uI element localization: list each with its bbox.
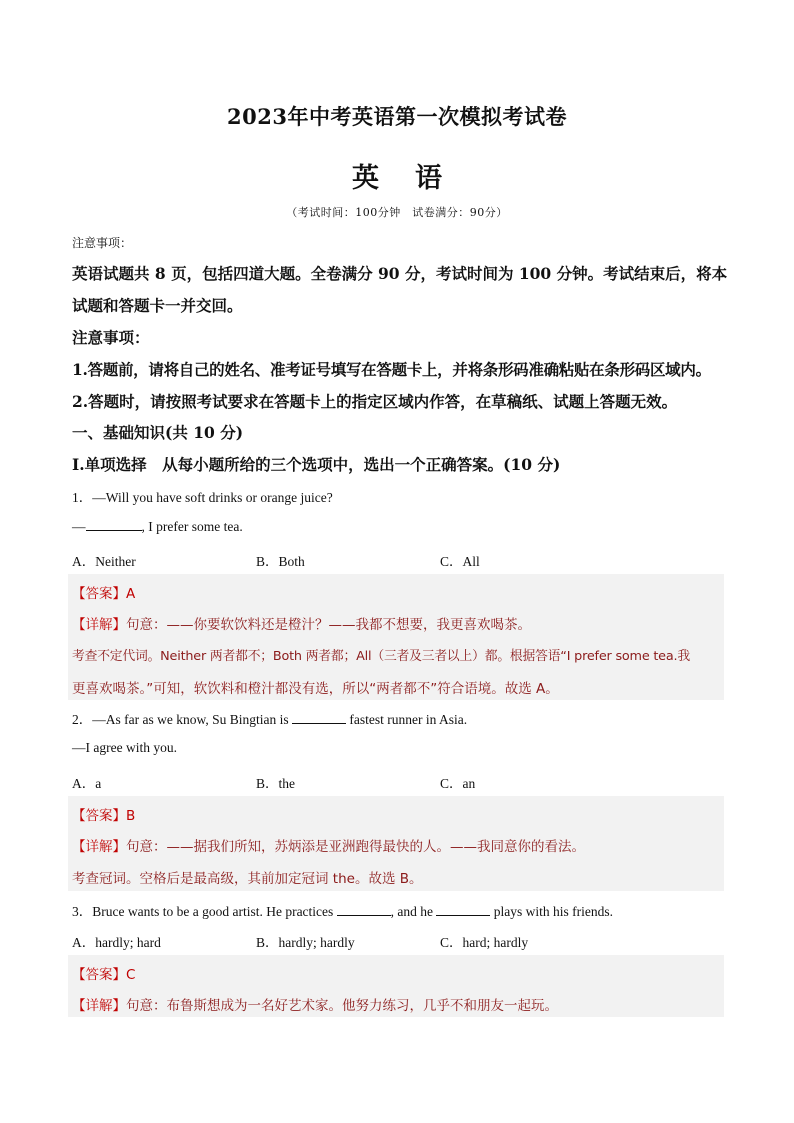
option-b: B．hardly; hardly xyxy=(256,935,355,950)
section-title: 一、基础知识(共 10 分) xyxy=(72,423,244,442)
answer-blank xyxy=(337,903,391,916)
part-title: I.单项选择 从每小题所给的三个选项中，选出一个正确答案。(10 分) xyxy=(72,455,561,474)
notes-line: 试题和答题卡一并交回。 xyxy=(72,296,243,315)
exam-info: （考试时间：100分钟 试卷满分：90分） xyxy=(286,206,508,219)
option-c: C．All xyxy=(440,554,480,569)
page-title: 2023年中考英语第一次模拟考试卷 xyxy=(227,104,567,129)
answer-box xyxy=(68,574,724,700)
question-text: — , I prefer some tea. xyxy=(72,519,243,534)
option-b: B．Both xyxy=(256,554,305,569)
explanation-line: 考查冠词。空格后是最高级，其前加定冠词 the。故选 B。 xyxy=(72,871,423,887)
answer-blank xyxy=(86,518,142,531)
notes-item: 2.答题时，请按照考试要求在答题卡上的指定区域内作答，在草稿纸、试题上答题无效。 xyxy=(72,392,678,411)
detail-line: 【详解】句意：——据我们所知，苏炳添是亚洲跑得最快的人。——我同意你的看法。 xyxy=(72,839,585,855)
subject-title xyxy=(0,156,794,195)
answer-label: 【答案】A xyxy=(72,586,136,602)
answer-blank xyxy=(436,903,490,916)
option-a: A．a xyxy=(72,776,102,791)
notes-item: 1.答题前，请将自己的姓名、准考证号填写在答题卡上，并将条形码准确粘贴在条形码区域内。 xyxy=(72,360,711,379)
detail-line: 【详解】句意：——你要软饮料还是橙汁？——我都不想要，我更喜欢喝茶。 xyxy=(72,617,531,633)
notes-heading-small: 注意事项： xyxy=(72,236,133,250)
option-a: A．hardly; hard xyxy=(72,935,161,950)
subject-char: 英 xyxy=(352,163,379,194)
question-text: 3．Bruce wants to be a good artist. He practices , and he plays with his friends. xyxy=(72,904,614,919)
question-text: 2．—As far as we know, Su Bingtian is fastest runner in Asia. xyxy=(72,712,468,727)
subject-char: 语 xyxy=(415,163,442,194)
question-text: —I agree with you. xyxy=(72,740,177,755)
answer-label: 【答案】B xyxy=(72,808,136,824)
detail-line: 【详解】句意：布鲁斯想成为一名好艺术家。他努力练习，几乎不和朋友一起玩。 xyxy=(72,998,558,1014)
explanation-line: 更喜欢喝茶。”可知，软饮料和橙汁都没有选，所以“两者都不”符合语境。故选 A。 xyxy=(72,681,559,697)
answer-box xyxy=(68,796,724,891)
answer-blank xyxy=(292,711,346,724)
answer-box xyxy=(68,955,724,1017)
option-a: A．Neither xyxy=(72,554,136,569)
notes-line: 英语试题共 8 页，包括四道大题。全卷满分 90 分，考试时间为 100 分钟。考试结束后，将本 xyxy=(72,264,728,283)
question-text: 1．—Will you have soft drinks or orange juice? xyxy=(72,490,333,505)
explanation-line: 考查不定代词。Neither 两者都不；Both 两者都；All（三者及三者以上）都。根据答语“I prefer some tea.我 xyxy=(72,649,690,664)
option-c: C．hard; hardly xyxy=(440,935,529,950)
answer-label: 【答案】C xyxy=(72,967,136,983)
option-b: B．the xyxy=(256,776,295,791)
notes-heading: 注意事项： xyxy=(72,328,150,347)
option-c: C．an xyxy=(440,776,476,791)
